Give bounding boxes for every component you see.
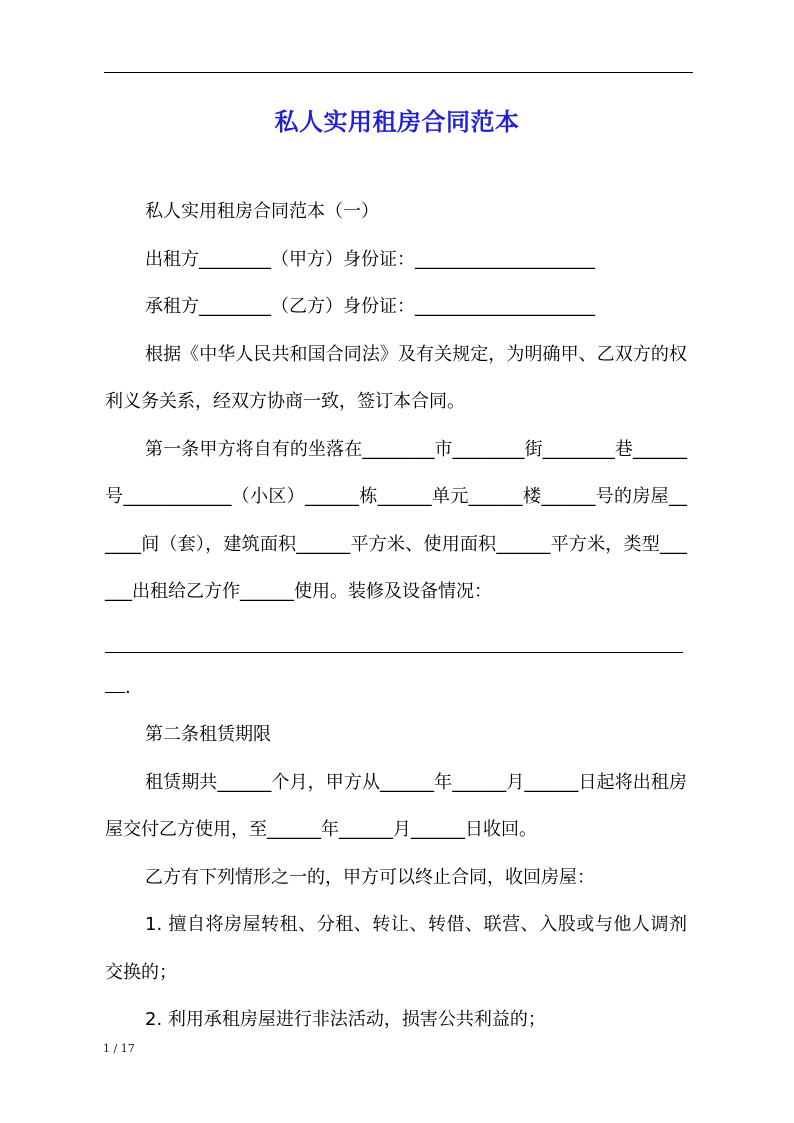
equipment-blank-line — [105, 626, 687, 712]
paragraph-clause-1: 1. 擅自将房屋转租、分租、转让、转借、联营、入股或与他人调剂交换的； — [105, 914, 687, 983]
paragraph-lease-term: 租赁期共______个月，甲方从______年______月______日起将出租房屋交付乙方使用，至______年______月______日收回。 — [105, 771, 687, 840]
paragraph-article-1: 第一条甲方将自有的坐落在________市________街________巷______号____________（小区）______栋______单元______楼______号的房屋______间（套），建筑面积______平方米、使用面积______平方米，类型______出租给乙方作______使用。装修及设备情况： — [105, 438, 687, 602]
document-title: 私人实用租房合同范本 — [274, 108, 520, 136]
fill-in-rule — [105, 626, 683, 653]
paragraph-subtitle: 私人实用租房合同范本（一） — [145, 201, 379, 222]
paragraph-clause-2: 2. 利用承租房屋进行非法活动，损害公共利益的； — [145, 1009, 546, 1030]
header-rule — [104, 72, 693, 73]
page-number: 1 / 17 — [103, 1042, 135, 1055]
paragraph-article-2-heading: 第二条租赁期限 — [145, 724, 271, 745]
blank-line-tail: . — [125, 676, 131, 698]
paragraph-lessor: 出租方________（甲方）身份证：____________________ — [145, 248, 595, 270]
document-body — [105, 188, 687, 1044]
paragraph-preamble: 根据《中华人民共和国合同法》及有关规定，为明确甲、乙双方的权利义务关系，经双方协商一致，签订本合同。 — [105, 343, 687, 412]
paragraph-lessee: 承租方________（乙方）身份证：____________________ — [145, 296, 595, 317]
paragraph-termination-intro: 乙方有下列情形之一的，甲方可以终止合同，收回房屋： — [145, 866, 595, 888]
fill-in-short-blank — [105, 674, 125, 693]
